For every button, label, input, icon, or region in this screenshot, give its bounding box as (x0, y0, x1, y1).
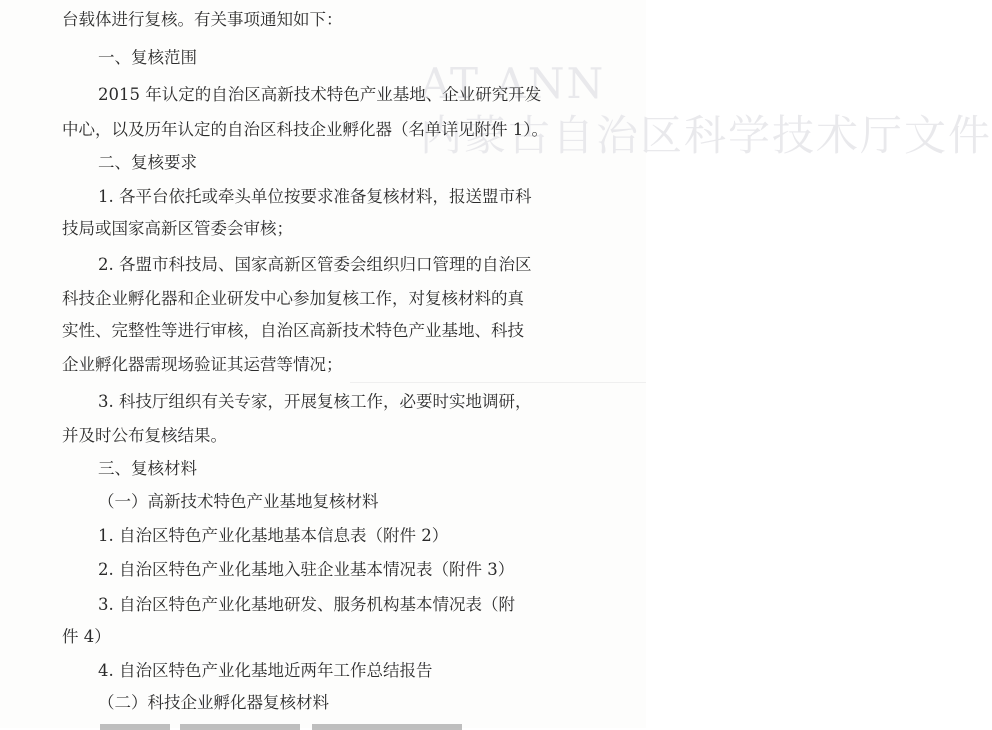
cutoff-glyph-fragment (312, 724, 462, 730)
watermark-bleed-through (420, 58, 992, 168)
subheading-industry-base: （一）高新技术特色产业基地复核材料 (98, 492, 379, 511)
requirement-1-line-1: 1. 各平台依托或牵头单位按要求准备复核材料，报送盟市科 (98, 187, 532, 206)
subheading-incubator: （二）科技企业孵化器复核材料 (98, 693, 329, 712)
requirement-2-line-1: 2. 各盟市科技局、国家高新区管委会组织归口管理的自治区 (98, 255, 532, 274)
requirement-2-line-2: 科技企业孵化器和企业研发中心参加复核工作，对复核材料的真 (62, 289, 524, 308)
scan-artifact-rule (350, 382, 646, 383)
requirement-3-line-2: 并及时公布复核结果。 (62, 426, 227, 445)
requirement-2-line-3: 实性、完整性等进行审核，自治区高新技术特色产业基地、科技 (62, 321, 524, 340)
material-1: 1. 自治区特色产业化基地基本信息表（附件 2） (98, 526, 449, 545)
heading-review-scope: 一、复核范围 (98, 48, 197, 67)
heading-review-requirements: 二、复核要求 (98, 153, 197, 172)
watermark-line-2: 内蒙古自治区科学技术厅文件 (420, 111, 992, 160)
material-3-line-1: 3. 自治区特色产业化基地研发、服务机构基本情况表（附 (98, 595, 515, 614)
material-4: 4. 自治区特色产业化基地近两年工作总结报告 (98, 661, 433, 680)
watermark-line-1: AT ANN (420, 59, 606, 108)
cutoff-glyph-fragment (180, 724, 300, 730)
paragraph-intro: 台载体进行复核。有关事项通知如下： (62, 10, 343, 29)
requirement-1-line-2: 技局或国家高新区管委会审核； (62, 219, 293, 238)
requirement-3-line-1: 3. 科技厅组织有关专家，开展复核工作，必要时实地调研， (98, 392, 532, 411)
cut-off-next-line (100, 716, 520, 728)
scope-text-line-1: 2015 年认定的自治区高新技术特色产业基地、企业研究开发 (98, 85, 542, 104)
cutoff-glyph-fragment (100, 724, 170, 730)
scope-text-line-2: 中心，以及历年认定的自治区科技企业孵化器（名单详见附件 1）。 (62, 120, 548, 139)
material-2: 2. 自治区特色产业化基地入驻企业基本情况表（附件 3） (98, 560, 515, 579)
requirement-2-line-4: 企业孵化器需现场验证其运营等情况； (62, 355, 343, 374)
material-3-line-2: 件 4） (62, 627, 111, 646)
heading-review-materials: 三、复核材料 (98, 459, 197, 478)
